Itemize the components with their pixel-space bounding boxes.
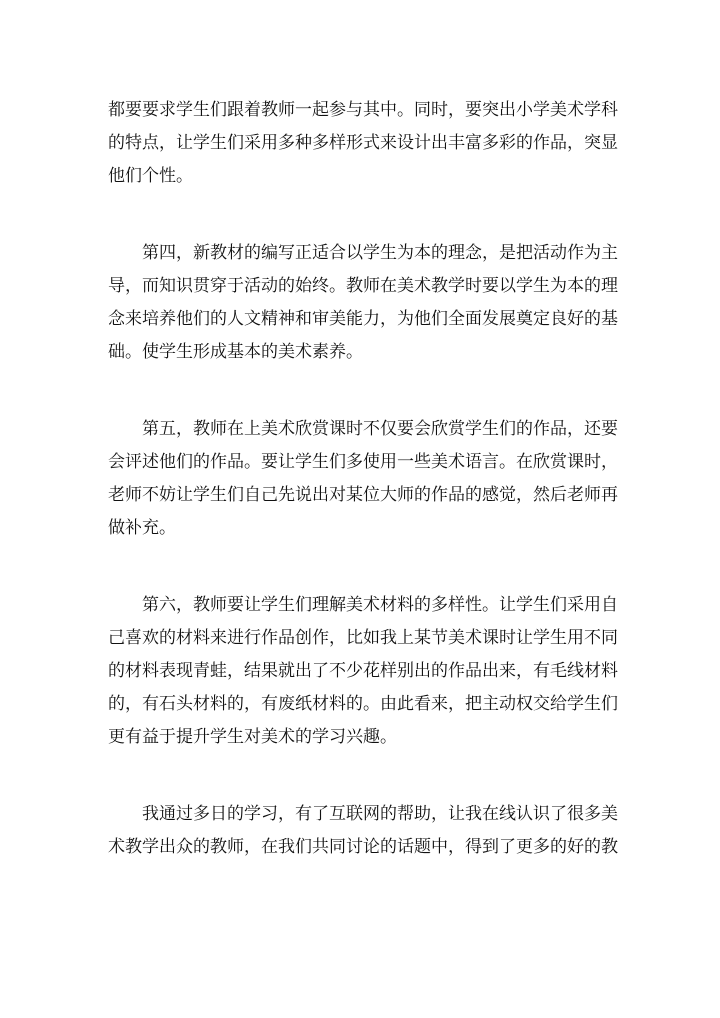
text-line: 第四，新教材的编写正适合以学生为本的理念，是把活动作为主 <box>142 243 618 263</box>
text-line: 的材料表现青蛙，结果就出了不少花样别出的作品出来，有毛线材料 <box>108 661 618 681</box>
paragraph-5 <box>108 798 628 864</box>
text-line: 都要要求学生们跟着教师一起参与其中。同时，要突出小学美术学科 <box>108 100 618 120</box>
paragraph-1 <box>108 94 628 193</box>
text-line: 的，有石头材料的，有废纸材料的。由此看来，把主动权交给学生们 <box>108 694 618 714</box>
text-line: 他们个性。 <box>108 166 193 186</box>
paragraph-2 <box>108 237 628 369</box>
text-line: 的特点，让学生们采用多种多样形式来设计出丰富多彩的作品，突显 <box>108 133 618 153</box>
text-line: 更有益于提升学生对美术的学习兴趣。 <box>108 727 397 747</box>
text-line: 术教学出众的教师，在我们共同讨论的话题中，得到了更多的好的教 <box>108 837 618 857</box>
text-line: 础。使学生形成基本的美术素养。 <box>108 342 363 362</box>
text-line: 会评述他们的作品。要让学生们多使用一些美术语言。在欣赏课时， <box>108 452 618 472</box>
text-line: 念来培养他们的人文精神和审美能力，为他们全面发展奠定良好的基 <box>108 309 618 329</box>
text-line: 做补充。 <box>108 518 176 538</box>
text-line: 导，而知识贯穿于活动的始终。教师在美术教学时要以学生为本的理 <box>108 276 618 296</box>
document-body <box>108 94 628 908</box>
text-line: 己喜欢的材料来进行作品创作，比如我上某节美术课时让学生用不同 <box>108 628 618 648</box>
paragraph-3 <box>108 413 628 545</box>
text-line: 老师不妨让学生们自己先说出对某位大师的作品的感觉，然后老师再 <box>108 485 618 505</box>
text-line: 第五，教师在上美术欣赏课时不仅要会欣赏学生们的作品，还要 <box>142 419 618 439</box>
text-line: 我通过多日的学习，有了互联网的帮助，让我在线认识了很多美 <box>142 804 618 824</box>
paragraph-4 <box>108 589 628 754</box>
text-line: 第六，教师要让学生们理解美术材料的多样性。让学生们采用自 <box>142 595 618 615</box>
